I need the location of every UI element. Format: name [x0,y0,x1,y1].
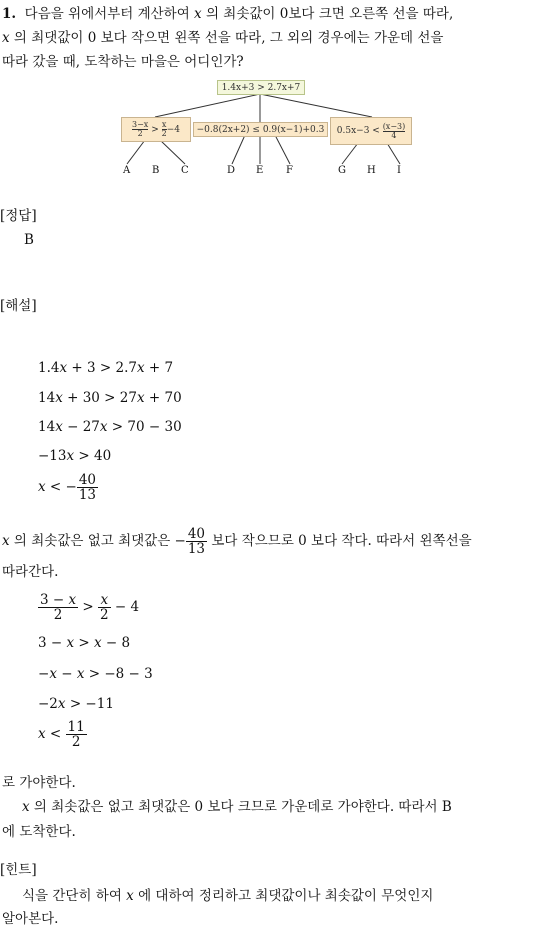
village-g: G [338,165,346,176]
answer-value: B [24,232,34,248]
problem-number: 1. [2,6,17,22]
solution-text3b: 에 도착한다. [2,824,76,840]
village-e: E [256,165,264,176]
solution-label: [해설] [0,298,37,314]
answer-label: [정답] [0,208,37,224]
village-c: C [181,165,189,176]
tree-root-expr: 1.4x+3 > 2.7x+7 [221,82,301,93]
solution-text1b: 따라간다. [2,564,59,580]
hint-line-1: 식을 간단히 하여 x 에 대하여 정리하고 최댓값이나 최솟값이 무엇인지 [22,888,434,904]
village-b: B [152,165,160,176]
hint-line-2: 알아본다. [2,911,59,927]
solution-step1-line1: 1.4x + 3 > 2.7x + 7 [38,360,174,376]
problem-line-3: 따라 갔을 때, 도착하는 마을은 어디인가? [2,54,244,70]
problem-line-1: 1. 다음을 위에서부터 계산하여 x 의 최솟값이 0보다 크면 오른쪽 선을 따라, [2,6,454,22]
solution-step2-line1: $\frac{3 - x}{2}$ > $\frac{x}{2}$ − 4 [40,592,140,624]
tree-middle-expr: −0.8(2x+2) ≤ 0.9(x−1)+0.3 [196,124,325,135]
village-h: H [367,165,376,176]
solution-step2-line3: −x − x > −8 − 3 [38,666,153,682]
solution-step1-line2: 14x + 30 > 27x + 70 [38,390,182,406]
tree-middle-box [193,122,328,137]
tree-left-box: 3−x 2 > x 2 −4 [121,117,191,142]
solution-step2-line5: x < $\frac{11}{2}$ [38,719,85,751]
solution-step1-line5: x < − $\frac{40}{13}$ [38,472,97,504]
solution-text1: x 의 최솟값은 없고 최댓값은 − $\frac{40}{13}$ 보다 작으므로 0 보다 작다. 따라서 왼쪽선을 [2,526,472,558]
village-f: F [286,165,293,176]
solution-step1-line4: −13x > 40 [38,448,112,464]
solution-step1-line3: 14x − 27x > 70 − 30 [38,419,182,435]
tree-right-box: 0.5x−3 < (x−3) 4 [330,117,412,145]
village-a: A [123,165,131,176]
hint-label: [힌트] [0,862,37,878]
tree-root-box [217,80,305,95]
solution-text3: x 의 최솟값은 없고 최댓값은 0 보다 크므로 가운데로 가야한다. 따라서 B [22,799,452,815]
solution-text2: 로 가야한다. [2,775,76,791]
village-i: I [397,165,401,176]
solution-step2-line2: 3 − x > x − 8 [38,635,131,651]
village-d: D [227,165,236,176]
problem-line-2: x 의 최댓값이 0 보다 작으면 왼쪽 선을 따라, 그 외의 경우에는 가운데 선을 [2,30,444,46]
solution-step2-line4: −2x > −11 [38,696,114,712]
tree-lines [0,0,534,200]
